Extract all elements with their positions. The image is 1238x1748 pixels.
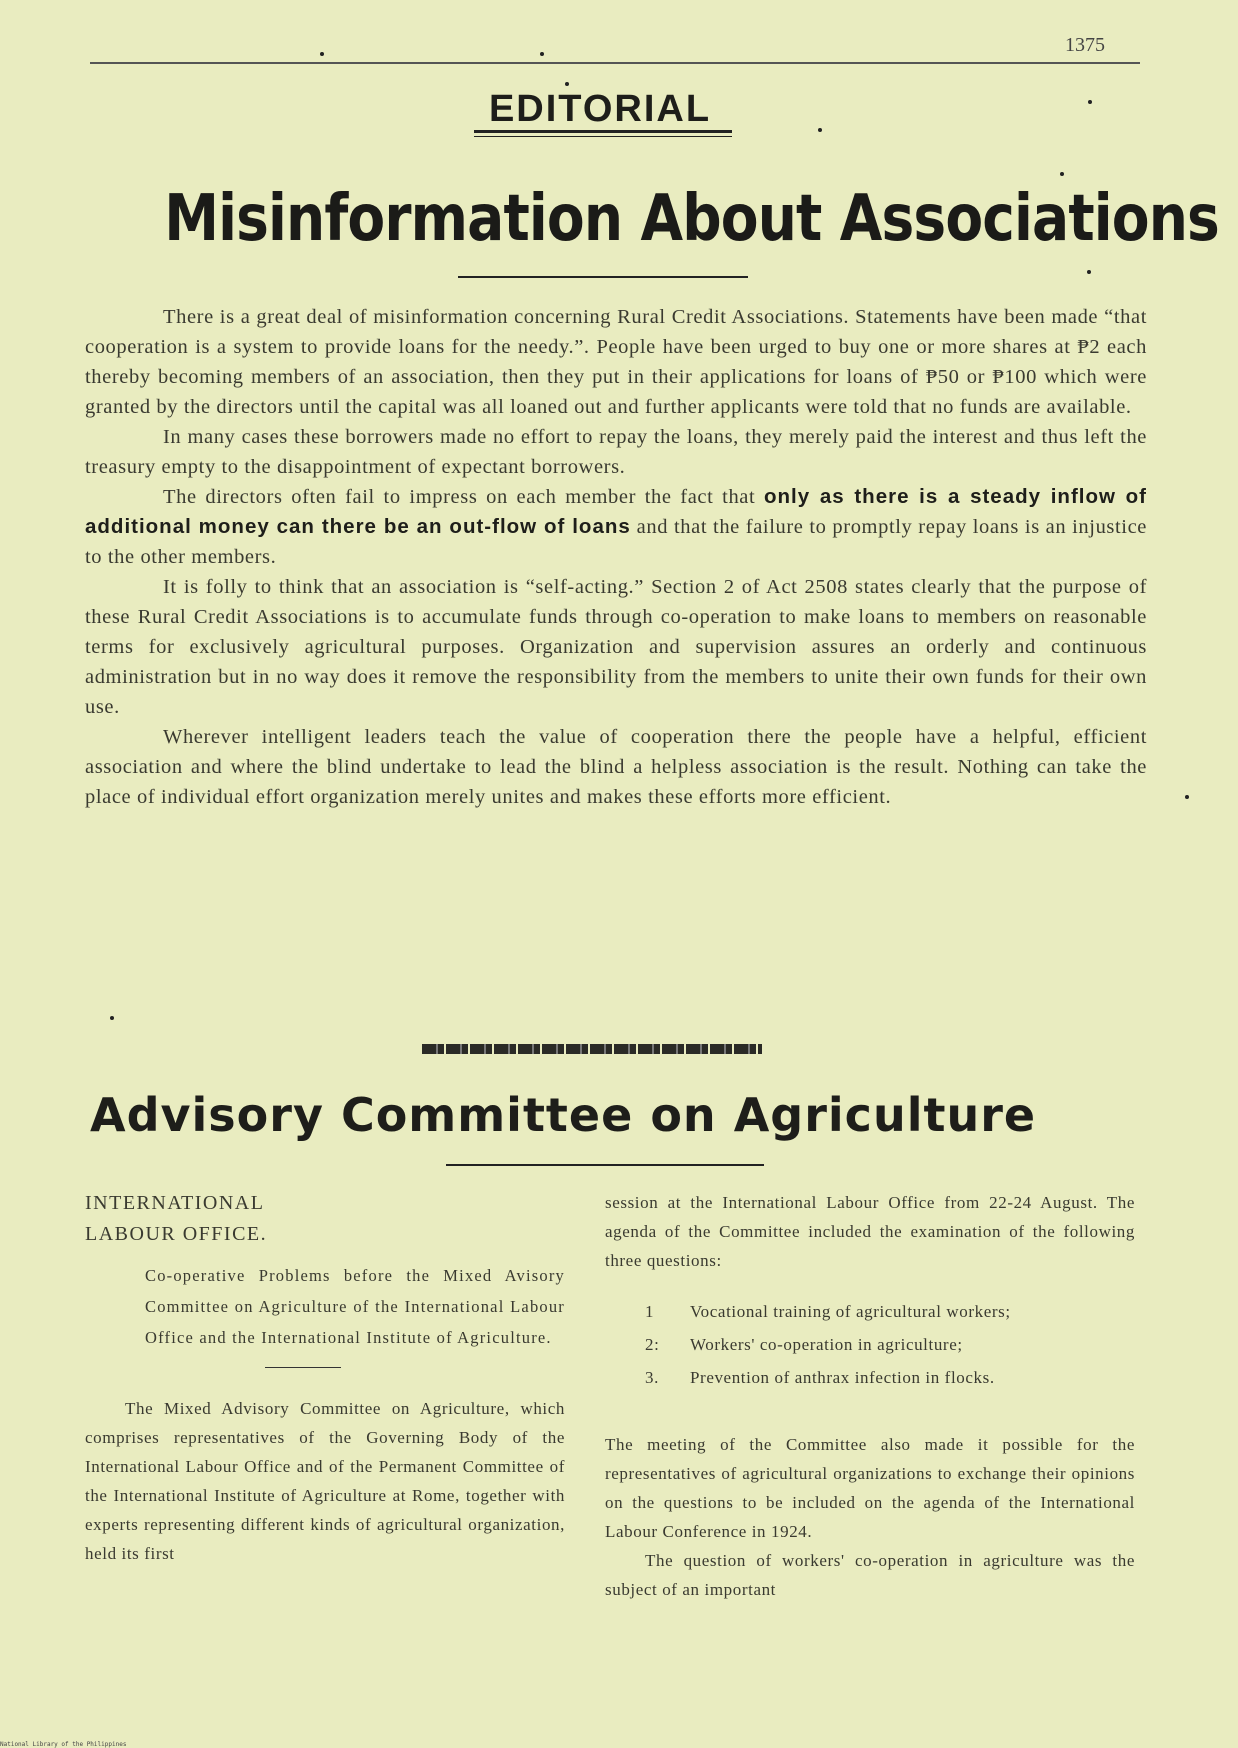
page-number: 1375 — [1065, 34, 1105, 56]
print-speck — [1185, 795, 1189, 799]
question-number: 3. — [645, 1368, 659, 1387]
question-text: Prevention of anthrax infection in flocks. — [690, 1368, 995, 1387]
org-name-line2: LABOUR OFFICE. — [85, 1223, 268, 1245]
question-text: Workers' co-operation in agriculture; — [690, 1335, 963, 1354]
question-number: 2: — [645, 1335, 660, 1354]
advisory-headline: Advisory Committee on Agriculture — [90, 1088, 1037, 1142]
header-rule — [90, 62, 1140, 64]
print-speck — [1060, 172, 1064, 176]
editorial-paragraph: In many cases these borrowers made no effort to repay the loans, they merely paid the interest and thus left the treasury empty to the disappointment of expectant borrowers. — [85, 426, 1147, 478]
question-number: 1 — [645, 1302, 655, 1321]
print-speck — [1088, 100, 1092, 104]
advisory-questions-intro: session at the International Labour Office from 22-24 August. The agenda of the Committee included the examination of the following three questions: — [605, 1193, 1135, 1270]
print-speck — [1087, 270, 1091, 274]
question-item — [645, 1295, 1135, 1328]
ornament-divider — [422, 1044, 762, 1054]
question-text: Vocational training of agricultural workers; — [690, 1302, 1011, 1321]
advisory-paragraph: The question of workers' co-operation in agriculture was the subject of an important — [605, 1551, 1135, 1599]
advisory-left-column — [85, 1188, 565, 1568]
emphasis-text: only as there is a steady inflow of additional money can there be an out-flow of loans — [85, 485, 1147, 538]
advisory-headline-rule — [446, 1164, 764, 1166]
print-speck — [320, 52, 324, 56]
question-item — [645, 1361, 1135, 1394]
scan-credit: National Library of the Philippines — [0, 1741, 127, 1748]
advisory-paragraph: The meeting of the Committee also made it possible for the representatives of agricultural organizations to exchange their opinions on the questions to be included on the agenda of the International Labour Conference in 1924. — [605, 1435, 1135, 1541]
editorial-article — [85, 302, 1147, 812]
advisory-subtitle: Co-operative Problems before the Mixed Avisory Committee on Agriculture of the International Labour Office and the International Institute of Agriculture. — [145, 1266, 565, 1347]
subtitle-rule — [265, 1367, 341, 1368]
print-speck — [565, 82, 569, 86]
print-speck — [540, 52, 544, 56]
editorial-paragraph-emphasis — [85, 482, 1147, 572]
editorial-paragraph: It is folly to think that an association is “self-acting.” Section 2 of Act 2508 states clearly that the purpose of these Rural Credit Associations is to accumulate funds through co-operation to make loans to members on reasonable terms for exclusively agricultural purposes. Organization and supervision assures an orderly and continuous administration but in no way does it remove the responsibility from the members to unite their own funds for their own use. — [85, 576, 1147, 718]
text-run: and that the failure to promptly repay loans is an injustice to the other members. — [85, 516, 1147, 568]
questions-list — [645, 1295, 1135, 1394]
section-label: EDITORIAL — [488, 88, 712, 130]
editorial-paragraph: Wherever intelligent leaders teach the value of cooperation there the people have a helpful, efficient association and where the blind undertake to lead the blind a helpless association is the result. Nothing can take the place of individual effort organization merely unites and makes these efforts more efficient. — [85, 726, 1147, 808]
editorial-paragraph: There is a great deal of misinformation concerning Rural Credit Associations. Statements have been made “that cooperation is a system to provide loans for the needy.”. People have been urged to buy one or more shares at ₱2 each thereby becoming members of an association, then they put in their applications for loans of ₱50 or ₱100 which were granted by the directors until the capital was all loaned out and further applicants were told that no funds are available. — [85, 306, 1147, 418]
section-label-underline — [474, 130, 732, 133]
advisory-paragraph: The Mixed Advisory Committee on Agriculture, which comprises representatives of the Governing Body of the International Labour Office and of the Permanent Committee of the International Institute of Agriculture at Rome, together with experts representing different kinds of agricultural organization, held its first — [85, 1399, 565, 1563]
print-speck — [110, 1016, 114, 1020]
advisory-left-body — [85, 1394, 565, 1568]
text-run: The directors often fail to impress on each member the fact that — [163, 486, 765, 508]
editorial-headline-rule — [458, 276, 748, 278]
editorial-headline: Misinformation About Associations — [164, 182, 1219, 256]
advisory-right-body — [605, 1430, 1135, 1604]
section-label-underline-thin — [474, 136, 732, 137]
org-name-line1: INTERNATIONAL — [85, 1192, 265, 1214]
question-item — [645, 1328, 1135, 1361]
advisory-right-column — [605, 1188, 1135, 1604]
print-speck — [818, 128, 822, 132]
